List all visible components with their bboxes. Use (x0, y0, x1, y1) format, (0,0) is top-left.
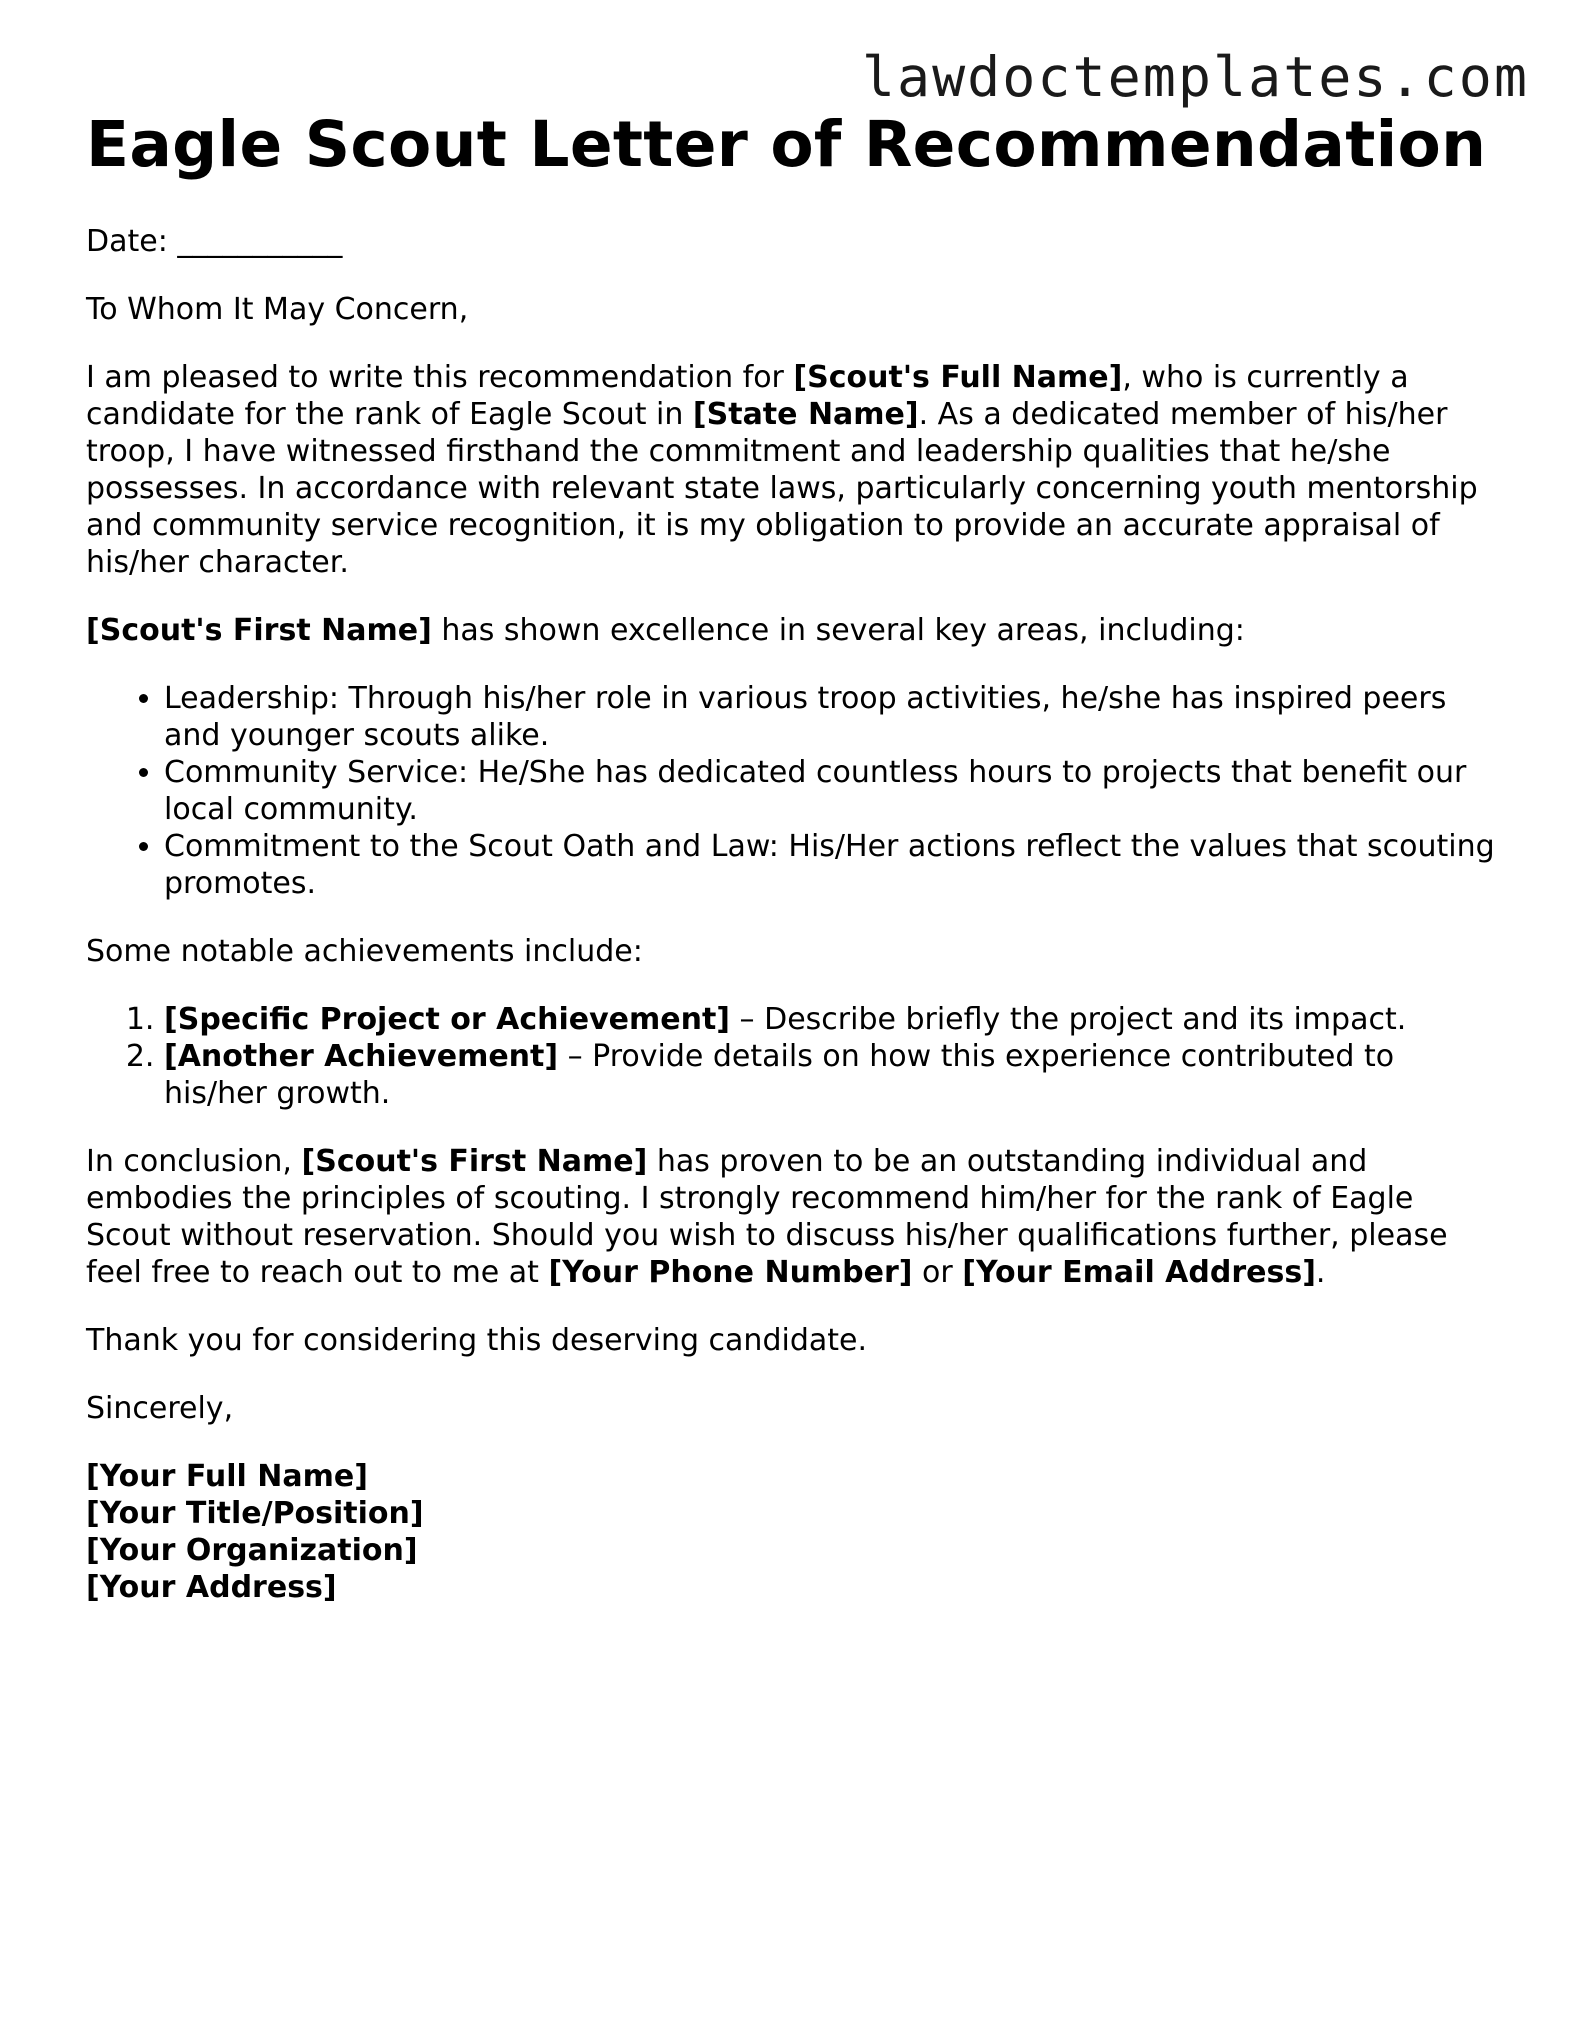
conclusion-text-4: . (1315, 1255, 1326, 1291)
site-watermark: lawdoctemplates.com (861, 45, 1529, 109)
conclusion-text-2: has proven to be an outstanding individual and embodies the principles of scouting. I strongly recommend him/her for the rank of Eagle Scout without reservation. Should you wish to discuss his/her qualifications further, please feel free to reach out to me at (86, 1144, 1448, 1291)
key-areas-list (86, 680, 1506, 902)
salutation: To Whom It May Concern, (86, 292, 469, 328)
scout-first-name-placeholder: [Scout's First Name] (86, 613, 432, 649)
email-address-placeholder: [Your Email Address] (962, 1255, 1316, 1291)
signature-block (86, 1458, 1506, 1606)
conclusion-text-3: or (912, 1255, 963, 1291)
closing-line: Sincerely, (86, 1391, 234, 1427)
achievement-text: – Provide details on how this experience contributed to his/her growth. (164, 1039, 1395, 1112)
intro-text-2: , who is currently a candidate for the rank of Eagle Scout in (86, 360, 1409, 433)
intro-text-3: . As a dedicated member of his/her troop, I have witnessed firsthand the commitment and leadership qualities that he/she possesses. In accordance with relevant state laws, particularly concerning youth mentorship and community service recognition, it is my obligation to provide an accurate appraisal of his/her character. (86, 397, 1478, 581)
excellence-text: has shown excellence in several key areas, including: (431, 613, 1245, 649)
date-line (86, 223, 1506, 260)
thanks-line: Thank you for considering this deserving candidate. (86, 1323, 868, 1359)
letter-document (86, 110, 1506, 1606)
intro-paragraph (86, 359, 1506, 581)
achievement-text: – Describe briefly the project and its impact. (730, 1002, 1407, 1038)
intro-text-1: I am pleased to write this recommendation for (86, 360, 794, 396)
conclusion-text-1: In conclusion, (86, 1144, 302, 1180)
excellence-paragraph (86, 612, 1506, 649)
list-item: • Community Service: He/She has dedicated countless hours to projects that benefit our local community. (164, 754, 1506, 828)
achievement-label: [Another Achievement] (164, 1039, 559, 1075)
scout-full-name-placeholder: [Scout's Full Name] (793, 360, 1123, 396)
signer-name-placeholder: [Your Full Name] (86, 1459, 368, 1495)
state-name-placeholder: [State Name] (692, 397, 919, 433)
scout-first-name-placeholder: [Scout's First Name] (301, 1144, 648, 1180)
achievement-label: [Specific Project or Achievement] (164, 1002, 731, 1038)
list-item (164, 1001, 1506, 1038)
list-item: • Commitment to the Scout Oath and Law: His/Her actions reflect the values that scouting promotes. (164, 828, 1506, 902)
phone-number-placeholder: [Your Phone Number] (548, 1255, 913, 1291)
signer-title-placeholder: [Your Title/Position] (86, 1496, 424, 1532)
conclusion-paragraph (86, 1143, 1506, 1291)
list-item: • Leadership: Through his/her role in various troop activities, he/she has inspired peers and younger scouts alike. (164, 680, 1506, 754)
date-blank: ___________ (177, 224, 343, 260)
signer-organization-placeholder: [Your Organization] (86, 1533, 418, 1569)
signer-address-placeholder: [Your Address] (86, 1570, 337, 1606)
achievements-list (86, 1001, 1506, 1112)
document-title: Eagle Scout Letter of Recommendation (86, 108, 1487, 181)
date-label: Date: (86, 224, 168, 260)
list-item (164, 1038, 1506, 1112)
achievements-intro: Some notable achievements include: (86, 934, 643, 970)
